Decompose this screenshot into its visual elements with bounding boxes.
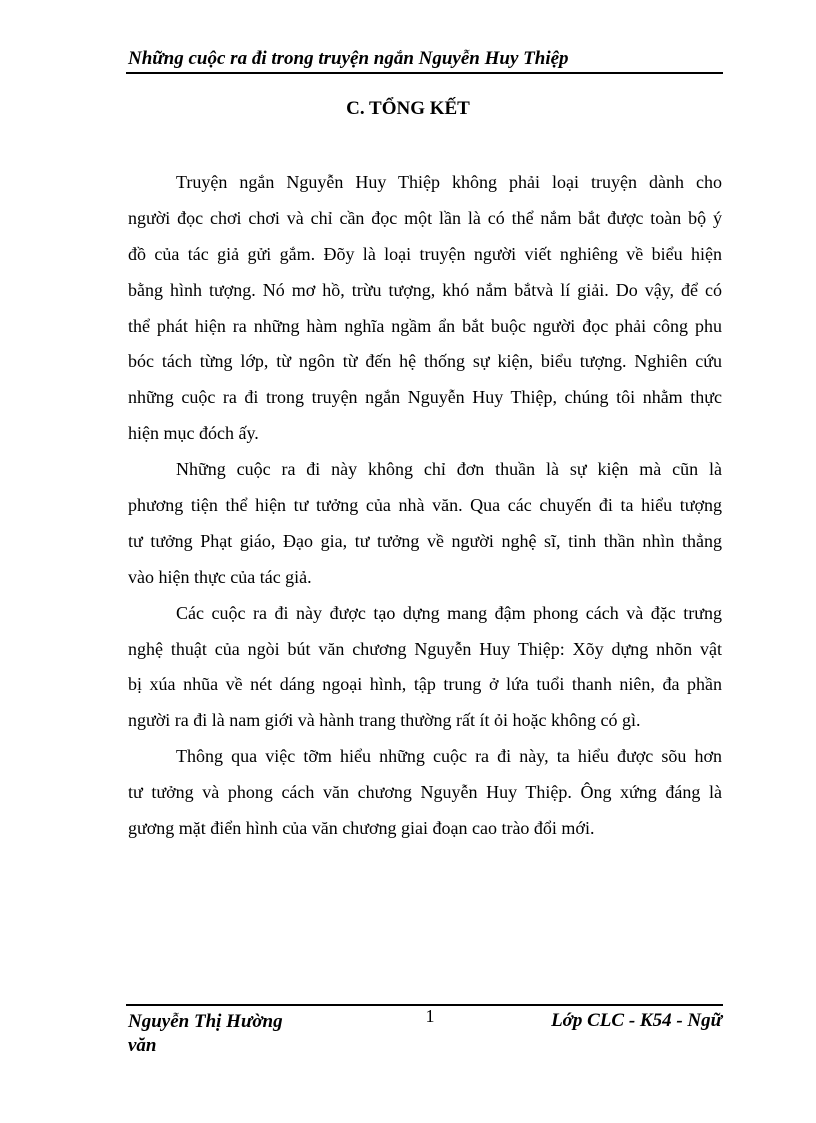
paragraph-3 — [128, 596, 722, 740]
text-line: hiện mục đóch ấy. — [128, 423, 259, 444]
text-line: Các cuộc ra đi này được tạo dựng mang đậm phong cách và đặc trưng — [176, 602, 722, 623]
header-rule — [126, 72, 723, 74]
paragraph-2 — [128, 452, 722, 596]
page-number: 1 — [425, 1006, 435, 1026]
document-body — [128, 165, 722, 847]
section-title: C. TỔNG KẾT — [346, 98, 470, 119]
text-line: Thông qua việc tỡm hiểu những cuộc ra đi này, ta hiểu được sõu hơn — [176, 746, 722, 767]
paragraph-4 — [128, 739, 722, 847]
text-line: người ra đi là nam giới và hành trang thường rất ít ỏi hoặc không có gì. — [128, 710, 641, 731]
text-line: bị xúa nhũa về nét dáng ngoại hình, tập trung ở lứa tuổi thanh niên, đa phần — [128, 674, 722, 695]
text-line: tư tưởng và phong cách văn chương Nguyễn Huy Thiệp. Ông xứng đáng là — [128, 782, 722, 803]
author-line-1: Nguyễn Thị Hường — [128, 1011, 283, 1032]
footer-class-label: Lớp CLC - K54 - Ngữ — [551, 1010, 722, 1031]
paragraph-1 — [128, 165, 722, 452]
text-line: Truyện ngắn Nguyễn Huy Thiệp không phải loại truyện dành cho — [176, 172, 722, 192]
text-line: tư tưởng Phạt giáo, Đạo gia, tư tưởng về người nghệ sĩ, tinh thần nhìn thẳng — [128, 530, 722, 551]
text-line: nghệ thuật của ngòi bút văn chương Nguyễn Huy Thiệp: Xõy dựng nhõn vật — [128, 638, 722, 659]
text-line: đồ của tác giả gửi gắm. Đõy là loại truyện người viết nghiêng về biểu hiện — [128, 243, 722, 264]
text-line: vào hiện thực của tác giả. — [128, 566, 312, 587]
text-line: gương mặt điển hình của văn chương giai đoạn cao trào đổi mới. — [128, 818, 595, 839]
text-line: người đọc chơi chơi và chỉ cần đọc một lần là có thể nắm bắt được toàn bộ ý — [128, 207, 722, 228]
running-header: Những cuộc ra đi trong truyện ngắn Nguyễn Huy Thiệp — [128, 48, 569, 69]
text-line: thể phát hiện ra những hàm nghĩa ngầm ẩn bắt buộc người đọc phải công phu — [128, 315, 722, 336]
text-line: phương tiện thể hiện tư tưởng của nhà văn. Qua các chuyến đi ta hiểu tượng — [128, 495, 722, 516]
text-line: bóc tách từng lớp, từ ngôn từ đến hệ thống sự kiện, biểu tượng. Nghiên cứu — [128, 351, 722, 372]
text-line: Những cuộc ra đi này không chỉ đơn thuần là sự kiện mà cũn là — [176, 459, 722, 480]
footer-author — [128, 1010, 328, 1058]
text-line: bằng hình tượng. Nó mơ hồ, trừu tượng, khó nắm bắtvà lí giải. Do vậy, để có — [128, 279, 722, 300]
text-line: những cuộc ra đi trong truyện ngắn Nguyễn Huy Thiệp, chúng tôi nhằm thực — [128, 387, 722, 408]
author-line-2: văn — [128, 1035, 157, 1056]
